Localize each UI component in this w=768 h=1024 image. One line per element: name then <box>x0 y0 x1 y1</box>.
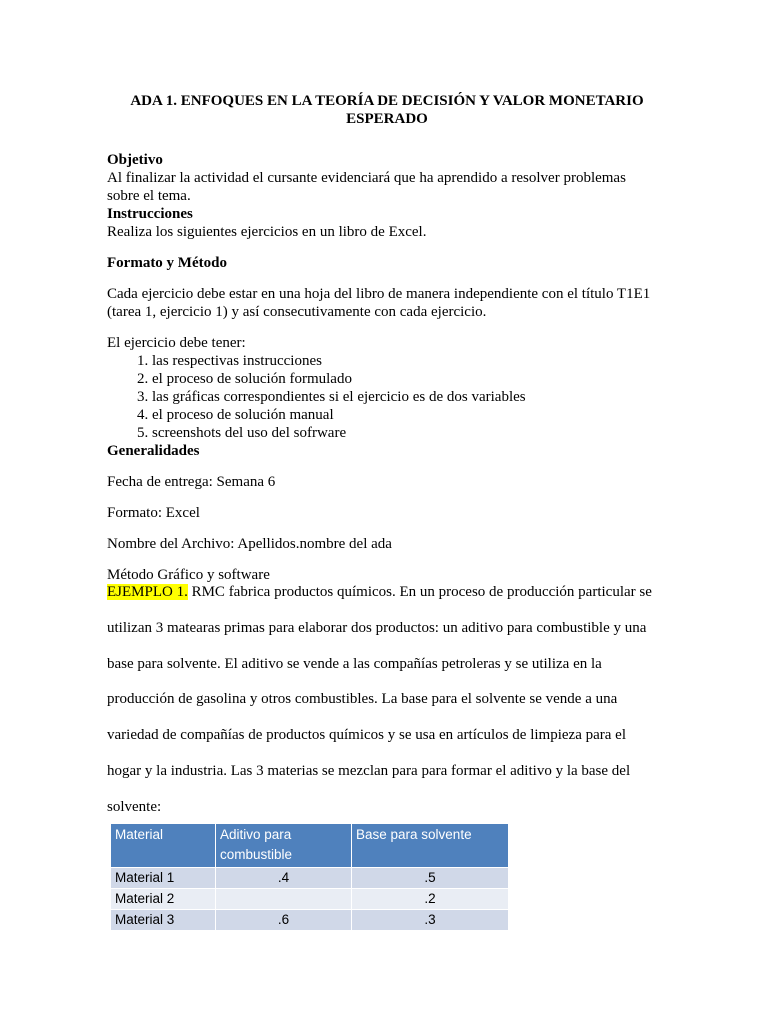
formato-archivo: Formato: Excel <box>107 505 200 521</box>
table-cell: Material 2 <box>111 889 216 910</box>
list-item: 1. las respectivas instrucciones <box>152 352 667 370</box>
table-cell: .2 <box>352 889 509 910</box>
table-header-aditivo: Aditivo para combustible <box>216 824 352 868</box>
ejemplo-line-5: variedad de compañías de productos químicos y se usa en artículos de limpieza para el <box>107 727 626 744</box>
document-title <box>107 92 667 128</box>
list-item: 5. screenshots del uso del sofrware <box>152 424 667 442</box>
table-cell: .3 <box>352 910 509 931</box>
fecha-entrega: Fecha de entrega: Semana 6 <box>107 474 276 490</box>
requisitos-intro: El ejercicio debe tener: <box>107 335 246 351</box>
table-header-material: Material <box>111 824 216 868</box>
table-cell <box>216 889 352 910</box>
ejemplo-line-2: utilizan 3 matearas primas para elaborar dos productos: un aditivo para combustible y una <box>107 619 647 636</box>
table-header-base: Base para solvente <box>352 824 509 868</box>
list-item: 2. el proceso de solución formulado <box>152 370 667 388</box>
ejemplo-label: EJEMPLO 1. <box>107 584 188 600</box>
title-line-1: ADA 1. ENFOQUES EN LA TEORÍA DE DECISIÓN Y VALOR MONETARIO <box>130 93 644 109</box>
table-row <box>111 868 508 889</box>
table-cell: .6 <box>216 910 352 931</box>
table-cell: .4 <box>216 868 352 889</box>
title-line-2: ESPERADO <box>346 111 428 127</box>
ejemplo-text: RMC fabrica productos químicos. En un proceso de producción particular se <box>187 584 652 600</box>
materials-table <box>111 824 508 930</box>
document-page <box>107 92 667 826</box>
ejemplo-line-1 <box>107 575 667 611</box>
list-item: 4. el proceso de solución manual <box>152 406 667 424</box>
table-row <box>111 889 508 910</box>
objetivo-line-2: sobre el tema. <box>107 188 191 204</box>
table-cell: Material 3 <box>111 910 216 931</box>
objetivo-line-1: Al finalizar la actividad el cursante evidenciará que ha aprendido a resolver problemas <box>107 170 626 186</box>
objetivo-heading: Objetivo <box>107 152 163 168</box>
formato-line-1: Cada ejercicio debe estar en una hoja del libro de manera independiente con el título T1E1 <box>107 286 651 302</box>
table-cell: Material 1 <box>111 868 216 889</box>
instrucciones-text: Realiza los siguientes ejercicios en un libro de Excel. <box>107 224 427 240</box>
formato-heading: Formato y Método <box>107 255 227 271</box>
list-item: 3. las gráficas correspondientes si el ejercicio es de dos variables <box>152 388 667 406</box>
requisitos-list <box>107 352 667 442</box>
metodo: Método Gráfico y software <box>107 567 270 583</box>
ejemplo-line-4: producción de gasolina y otros combustibles. La base para el solvente se vende a una <box>107 691 618 708</box>
instrucciones-heading: Instrucciones <box>107 206 193 222</box>
nombre-archivo: Nombre del Archivo: Apellidos.nombre del ada <box>107 536 392 552</box>
ejemplo-line-6: hogar y la industria. Las 3 materias se mezclan para para formar el aditivo y la base del <box>107 762 631 779</box>
formato-line-2: (tarea 1, ejercicio 1) y así consecutivamente con cada ejercicio. <box>107 304 487 320</box>
table-header-row <box>111 824 508 868</box>
generalidades-heading: Generalidades <box>107 443 200 459</box>
table-cell: .5 <box>352 868 509 889</box>
table-row <box>111 910 508 931</box>
ejemplo-line-7: solvente: <box>107 798 162 815</box>
ejemplo-line-3: base para solvente. El aditivo se vende a las compañías petroleras y se utiliza en la <box>107 655 602 672</box>
ejemplo-paragraph <box>107 575 667 826</box>
